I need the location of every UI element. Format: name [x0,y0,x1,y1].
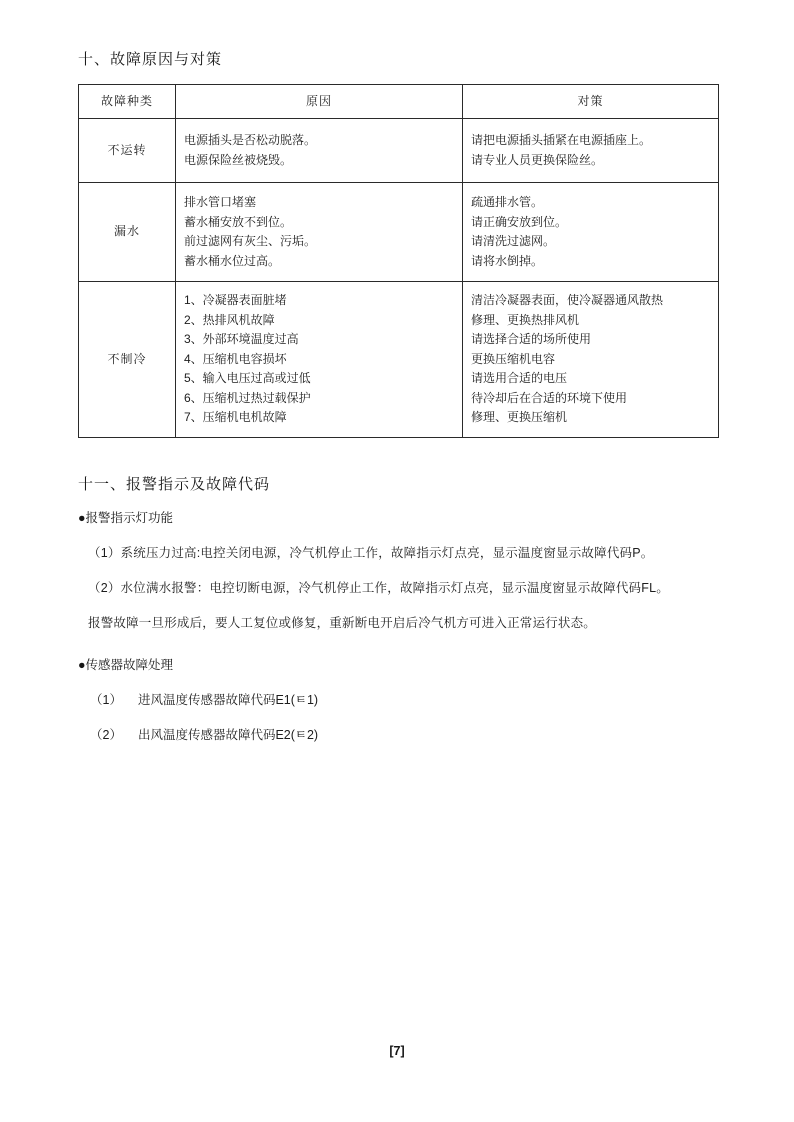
section-10-title: 十、故障原因与对策 [78,51,223,68]
cause-line: 5、输入电压过高或过低 [184,371,311,385]
alarm-item-2: （2）水位满水报警：电控切断电源，冷气机停止工作，故障指示灯点亮，显示温度窗显示故障代码FL。 [88,580,669,595]
solution-line: 待冷却后在合适的环境下使用 [471,390,628,405]
fault-type-cell: 不运转 [79,119,176,183]
solution-line: 疏通排水管。 [471,195,544,209]
sensor-fault-block [78,655,718,743]
sensor-item-number: （1） [90,692,122,707]
solution-cell [463,119,719,183]
cause-line: 3、外部环境温度过高 [184,332,299,346]
fault-type-cell: 不制冷 [79,282,176,438]
solution-line: 清洁冷凝器表面，使冷凝器通风散热 [471,293,664,307]
col-header-solution: 对策 [463,85,719,119]
solution-line: 请正确安放到位。 [471,214,568,229]
sensor-item-1 [90,673,718,708]
alarm-indicator-block [78,508,718,631]
fault-table [78,84,719,438]
cause-line: 电源保险丝被烧毁。 [184,152,293,167]
solution-line: 请选择合适的场所使用 [471,332,592,346]
cause-line: 电源插头是否松动脱落。 [184,133,317,147]
sensor-fault-heading: ●传感器故障处理 [78,657,174,672]
table-row-water-leak [79,183,719,282]
solution-line: 请选用合适的电压 [471,371,568,385]
cause-line: 6、压缩机过热过载保护 [184,390,311,405]
solution-cell [463,183,719,282]
page-number: [7] [389,1044,405,1058]
col-header-fault-type: 故障种类 [79,85,176,119]
alarm-indicator-heading: ●报警指示灯功能 [78,510,174,525]
table-row-not-cooling [79,282,719,438]
sensor-item-text: 进风温度传感器故障代码E1(ㅌ1) [137,692,319,707]
cause-line: 1、冷凝器表面脏堵 [184,293,287,307]
solution-line: 更换压缩机电容 [471,351,556,366]
cause-line: 4、压缩机电容损坏 [184,351,287,366]
solution-line: 请将水倒掉。 [471,253,544,268]
cause-line: 蓄水桶水位过高。 [184,253,281,268]
cause-line: 2、热排风机故障 [184,312,275,327]
fault-type-cell: 漏水 [79,183,176,282]
solution-cell [463,282,719,438]
cause-cell [176,282,463,438]
solution-line: 请清洗过滤网。 [471,234,556,248]
solution-line: 请把电源插头插紧在电源插座上。 [471,133,652,147]
solution-line: 修理、更换热排风机 [471,312,580,327]
alarm-reset-note: 报警故障一旦形成后，要人工复位或修复，重新断电开启后冷气机方可进入正常运行状态。 [88,615,597,630]
col-header-cause: 原因 [176,85,463,119]
solution-line: 修理、更换压缩机 [471,410,568,424]
cause-line: 排水管口堵塞 [184,195,257,209]
cause-line: 蓄水桶安放不到位。 [184,214,293,229]
cause-cell [176,119,463,183]
sensor-item-number: （2） [90,727,122,742]
cause-line: 7、压缩机电机故障 [184,410,287,424]
solution-line: 请专业人员更换保险丝。 [471,152,604,167]
section-11 [78,473,718,743]
sensor-item-text: 出风温度传感器故障代码E2(ㅌ2) [137,727,319,742]
table-row-not-running [79,119,719,183]
cause-line: 前过滤网有灰尘、污垢。 [184,234,317,248]
cause-cell [176,183,463,282]
alarm-item-1: （1）系统压力过高:电控关闭电源，冷气机停止工作，故障指示灯点亮，显示温度窗显示故障代码P。 [88,545,654,560]
section-11-title: 十一、报警指示及故障代码 [78,475,271,493]
sensor-item-2 [90,708,718,743]
fault-table-header-row [79,85,719,119]
